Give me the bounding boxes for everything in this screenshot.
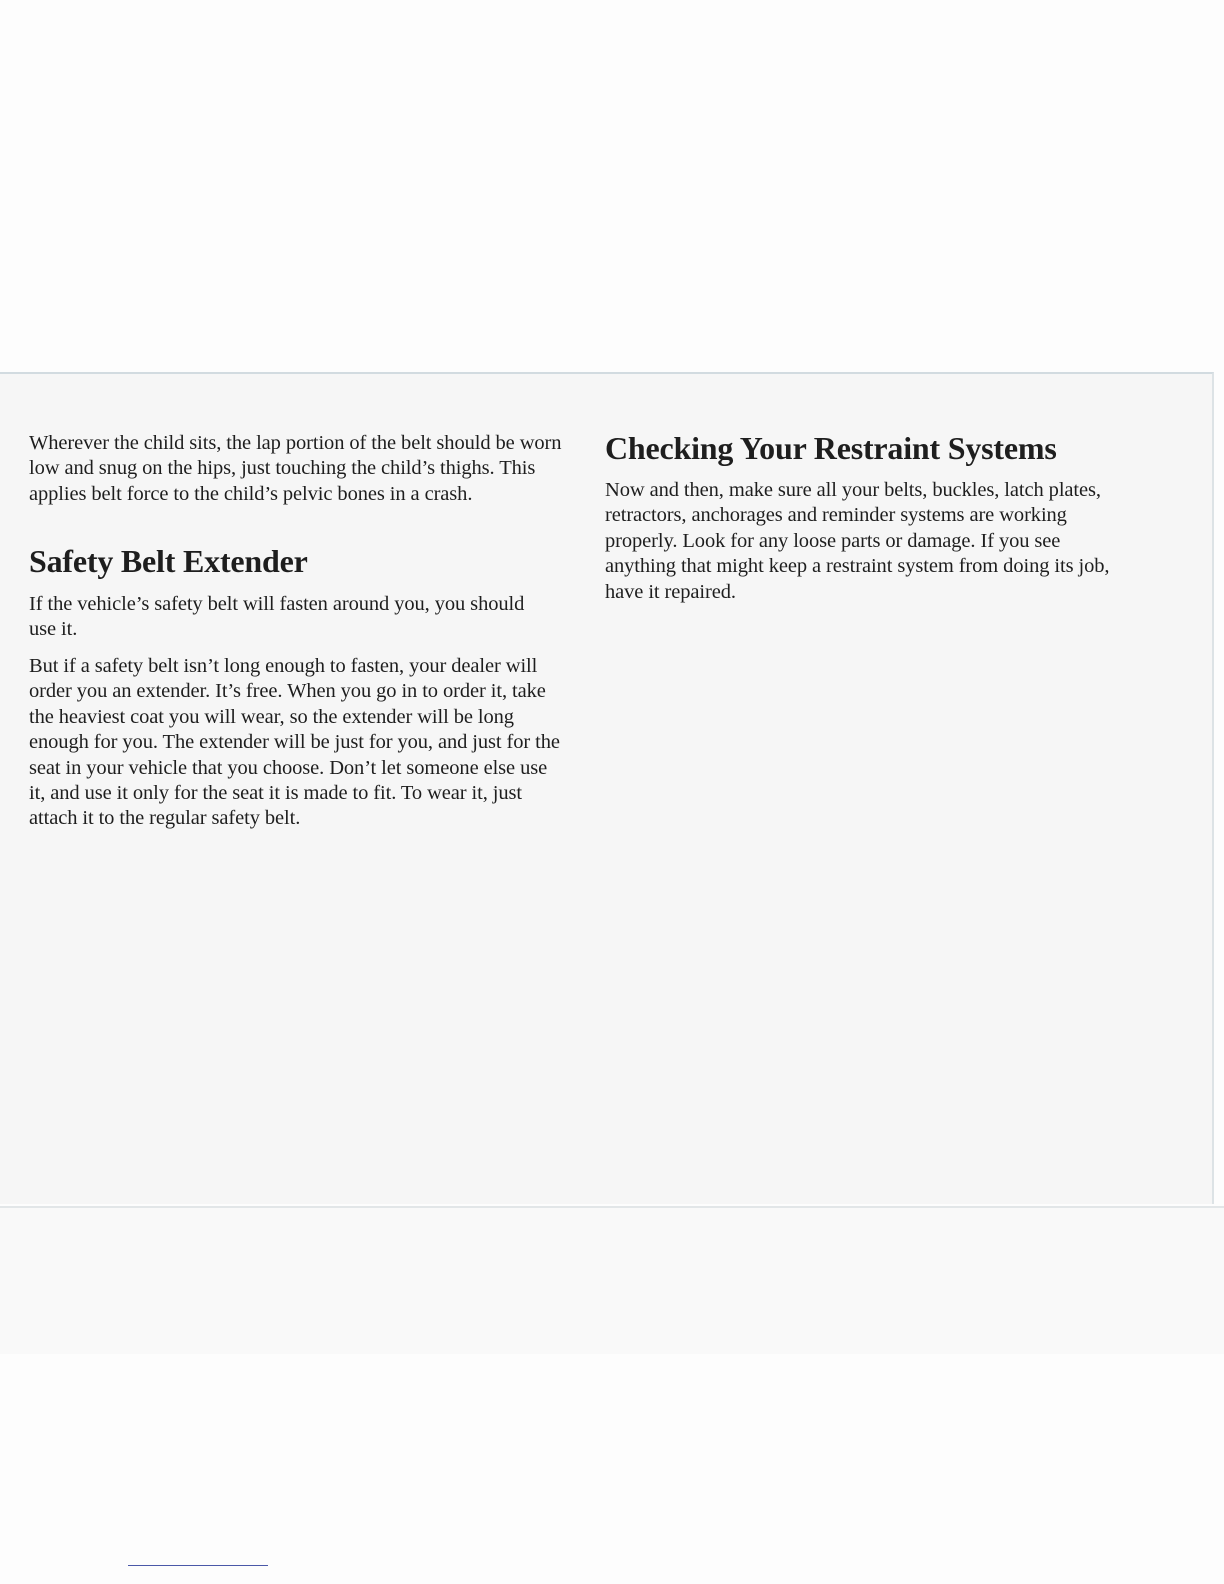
manual-page xyxy=(0,372,1214,1204)
scan-lower-band xyxy=(0,1206,1224,1354)
checking-restraint-systems-heading: Checking Your Restraint Systems xyxy=(605,430,1057,466)
safety-belt-extender-heading: Safety Belt Extender xyxy=(29,543,308,579)
bottom-divider-line xyxy=(128,1565,268,1566)
child-lap-belt-paragraph: Wherever the child sits, the lap portion of the belt should be worn low and snug on the hips, just touching the child’s thighs. This applies belt force to the child’s pelvic bones in a crash. xyxy=(29,432,562,505)
extender-paragraph-2: But if a safety belt isn’t long enough to fasten, your dealer will order you an extender. It’s free. When you go in to order it, take the heaviest coat you will wear, so the extender will be long enough for you. The extender will be just for you, and just for the seat in your vehicle that you choose. Don’t let someone else use it, and use it only for the seat it is made to fit. To wear it, just attach it to the regular safety belt. xyxy=(29,655,560,830)
checking-paragraph: Now and then, make sure all your belts, buckles, latch plates, retractors, anchorages and reminder systems are working properly. Look for any loose parts or damage. If you see anything that might keep a restraint system from doing its job, have it repaired. xyxy=(605,479,1110,603)
extender-paragraph-1: If the vehicle’s safety belt will fasten around you, you should use it. xyxy=(29,593,525,641)
